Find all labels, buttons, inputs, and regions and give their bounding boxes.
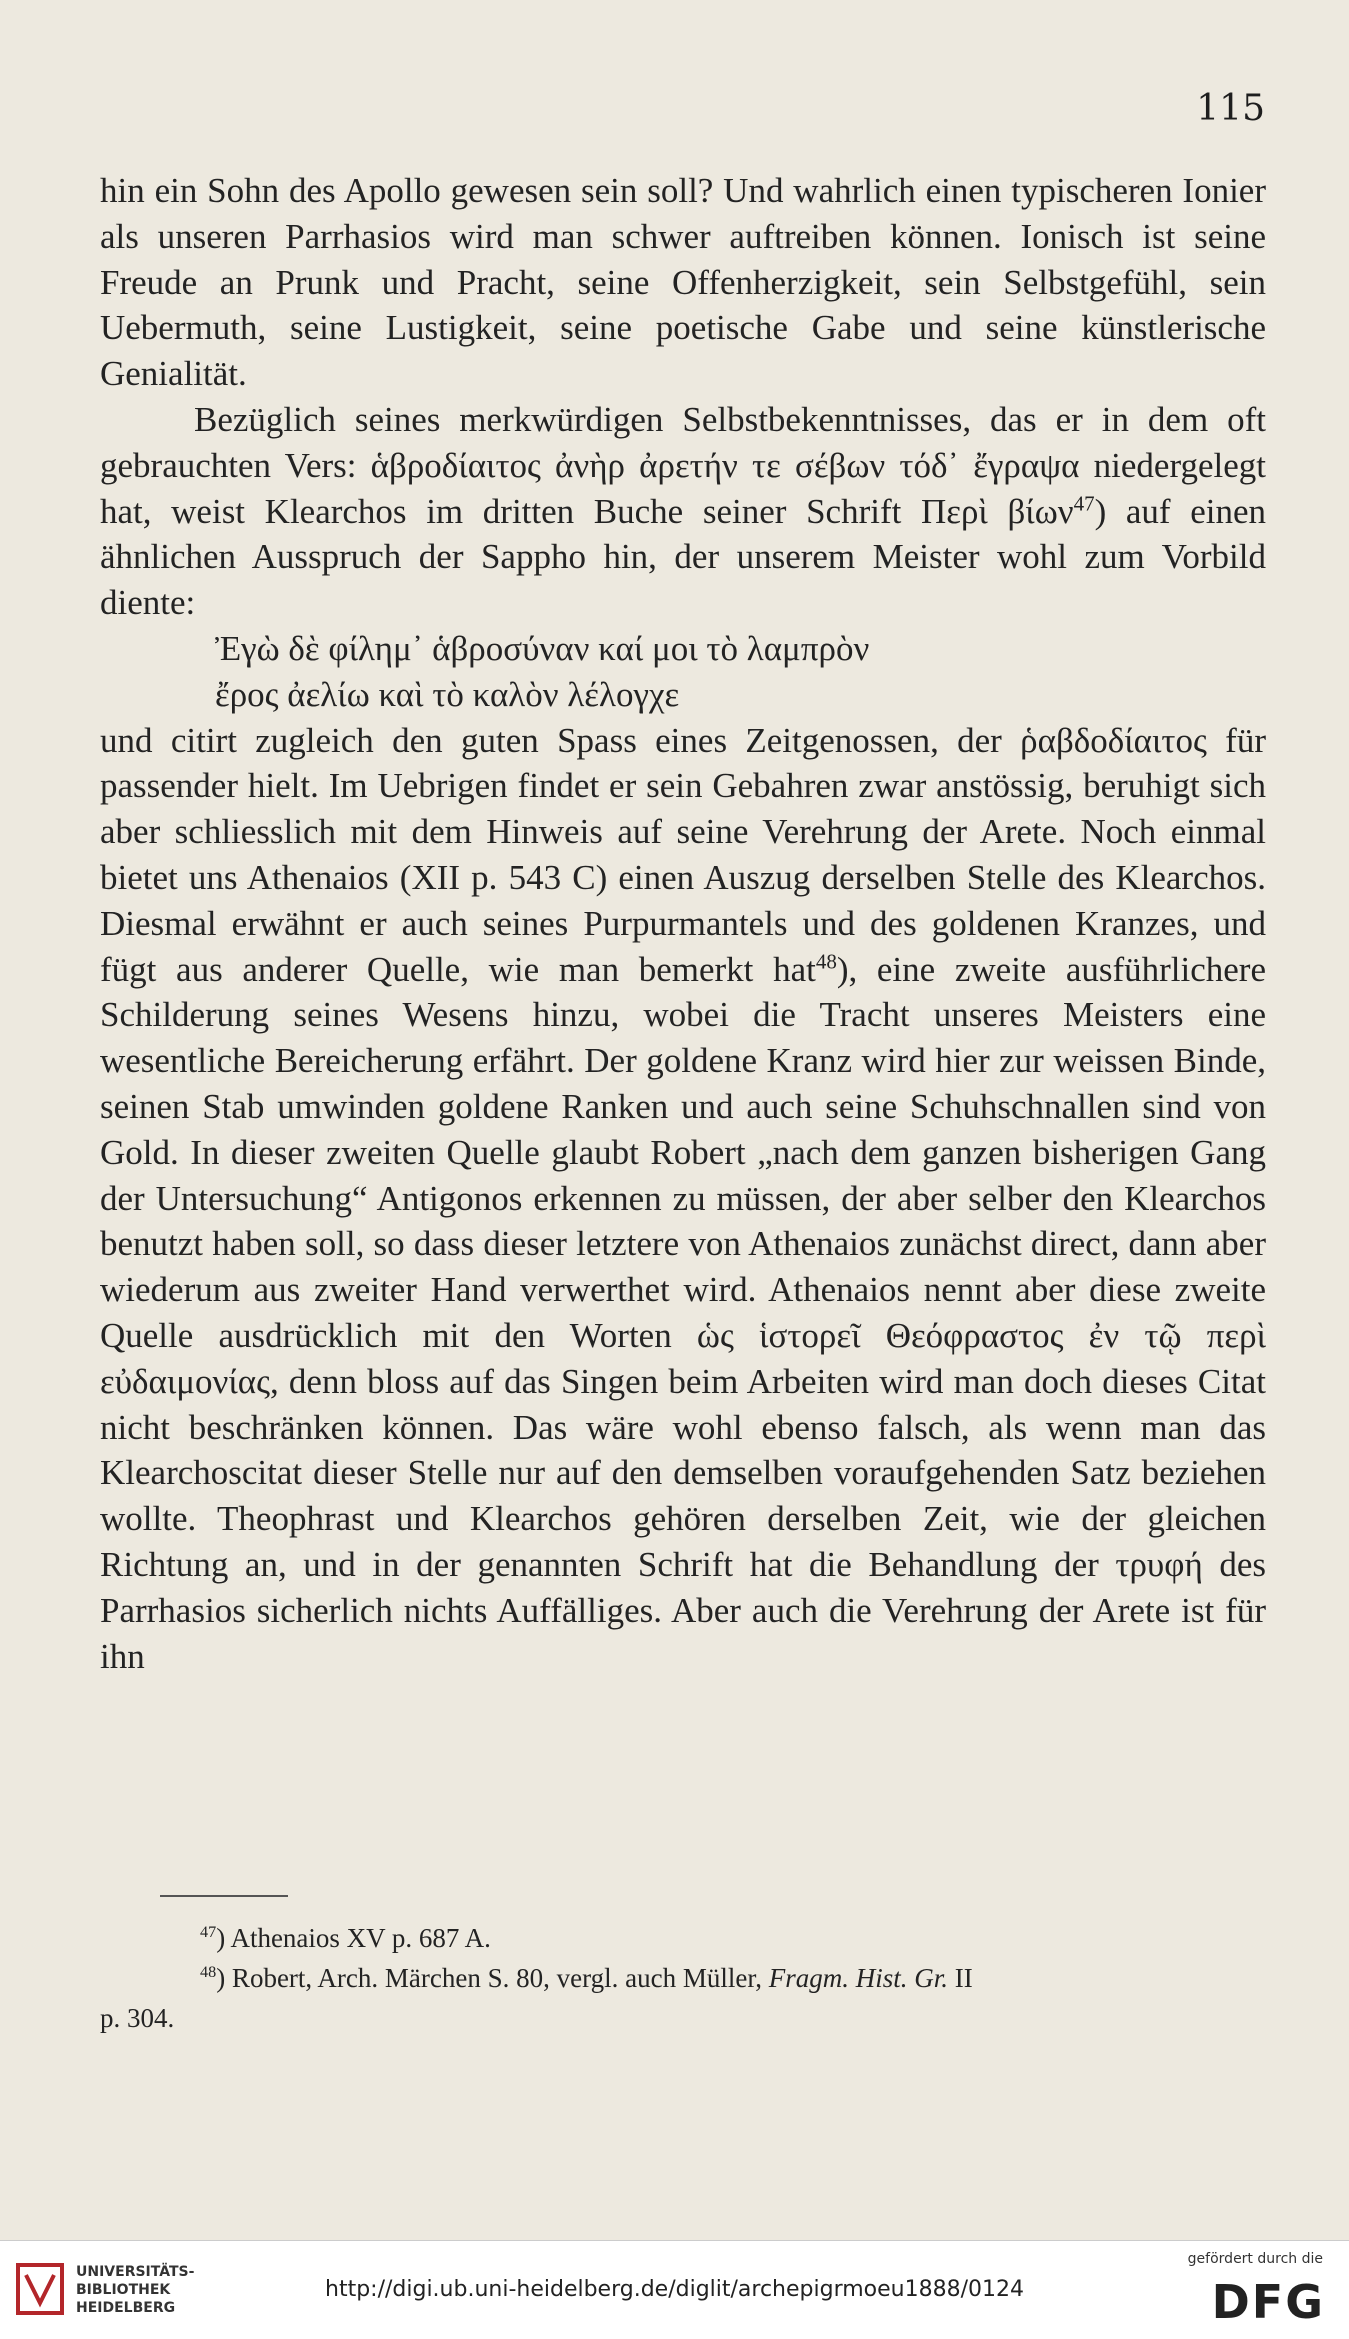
- paragraph-2-tail: ) auf einen ähnlichen Ausspruch der Sappho hin, der unserem Meister wohl zum Vorbild diente:: [100, 491, 1267, 623]
- verse-line-1: Ἐγὼ δὲ φίλημ᾽ ἁβροσύναν καί μοι τὸ λαμπρὸν: [215, 628, 870, 668]
- university-library-name: UNIVERSITÄTS- BIBLIOTHEK HEIDELBERG: [76, 2264, 195, 2316]
- footnote-ref-47[interactable]: 47: [1073, 490, 1095, 515]
- footnotes: [100, 1918, 1266, 2038]
- footnote-48-continuation: p. 304.: [100, 2003, 175, 2033]
- footnote-text: ) Athenaios XV p. 687 A.: [216, 1923, 491, 1953]
- footnote-text-end: II: [948, 1963, 973, 1993]
- dfg-logo: DFG: [1211, 2275, 1325, 2329]
- footnote-48: [100, 1958, 1266, 1998]
- paragraph-1: hin ein Sohn des Apollo gewesen sein soll? Und wahrlich einen typischeren Ionier als unseren Parrhasios wird man schwer auftreiben können. Ionisch ist seine Freude an Prunk und Pracht, seine Offenherzigkeit, sein Selbstgefühl, sein Uebermuth, seine Lustigkeit, seine poetische Gabe und seine künstlerische Genialität.: [100, 171, 1266, 394]
- document-url-link[interactable]: http://digi.ub.uni-heidelberg.de/diglit/archepigrmoeu1888/0124: [325, 2277, 1024, 2302]
- footnote-number: 47: [200, 1923, 217, 1941]
- paragraph-2-text: Bezüglich seines merkwürdigen Selbstbekenntnisses, das er in dem oft gebrauchten Vers: ἁβροδίαιτος ἀνὴρ ἀρετήν τε σέβων τόδ᾽ ἔγραψα niedergelegt hat, weist Klearchos im dritten Buche seiner Schrift Περὶ βίων: [100, 399, 1266, 531]
- footnote-47: [100, 1918, 1266, 1958]
- footnote-title: Fragm. Hist. Gr.: [768, 1963, 949, 1993]
- funding-label: gefördert durch die: [1187, 2251, 1323, 2267]
- footnote-divider: [160, 1895, 288, 1897]
- paragraph-3-text-b: ), eine zweite ausführlichere Schilderung seines Wesens hinzu, wobei die Tracht unseres Meisters eine wesentliche Bereicherung erfährt. Der goldene Kranz wird hier zur weissen Binde, seinen Stab umwinden goldene Ranken und auch seine Schuhschnallen sind von Gold. In dieser zweiten Quelle glaubt Robert „nach dem ganzen bisherigen Gang der Untersuchung“ Antigonos erkennen zu müssen, der aber selber den Klearchos benutzt haben soll, so dass dieser letztere von Athenaios zunächst direct, dann aber wiederum aus zweiter Hand verwerthet wird. Athenaios nennt aber diese zweite Quelle ausdrücklich mit den Worten ὡς ἱστορεῖ Θεόφραστος ἐν τῷ περὶ εὐδαιμονίας, denn bloss auf das Singen beim Arbeiten wird man doch dieses Citat nicht beschränken können. Das wäre wohl ebenso falsch, als wenn man das Klearchoscitat dieser Stelle nur auf den demselben voraufgehenden Satz beziehen wollte. Theophrast und Klearchos gehören derselben Zeit, wie der gleichen Richtung an, und in der genannten Schrift hat die Behandlung der τρυφή des Parrhasios sicherlich nichts Auffälliges. Aber auch die Verehrung der Arete ist für ihn: [100, 949, 1267, 1676]
- footnote-ref-48[interactable]: 48: [815, 948, 837, 973]
- sappho-quote: [100, 626, 1266, 718]
- footnote-text: ) Robert, Arch. Märchen S. 80, vergl. auch Müller,: [216, 1963, 769, 1993]
- paragraph-3-text-a: und citirt zugleich den guten Spass eines Zeitgenossen, der ῥαβδοδίαιτος für passender hielt. Im Uebrigen findet er sein Gebahren zwar anstössig, beruhigt sich aber schliesslich mit dem Hinweis auf seine Verehrung der Arete. Noch einmal bietet uns Athenaios (XII p. 543 C) einen Auszug derselben Stelle des Klearchos. Diesmal erwähnt er auch seines Purpurmantels und des goldenen Kranzes, und fügt aus anderer Quelle, wie man bemerkt hat: [100, 720, 1266, 989]
- body-text: [100, 168, 1266, 1679]
- paragraph-3: [100, 718, 1266, 1680]
- viewer-footer: [0, 2240, 1349, 2339]
- paragraph-2: [100, 397, 1266, 626]
- footnote-number: 48: [200, 1963, 217, 1981]
- verse-line-2: ἔρος ἀελίω καὶ τὸ καλὸν λέλογχε: [215, 674, 680, 714]
- page-number: 115: [1196, 88, 1265, 129]
